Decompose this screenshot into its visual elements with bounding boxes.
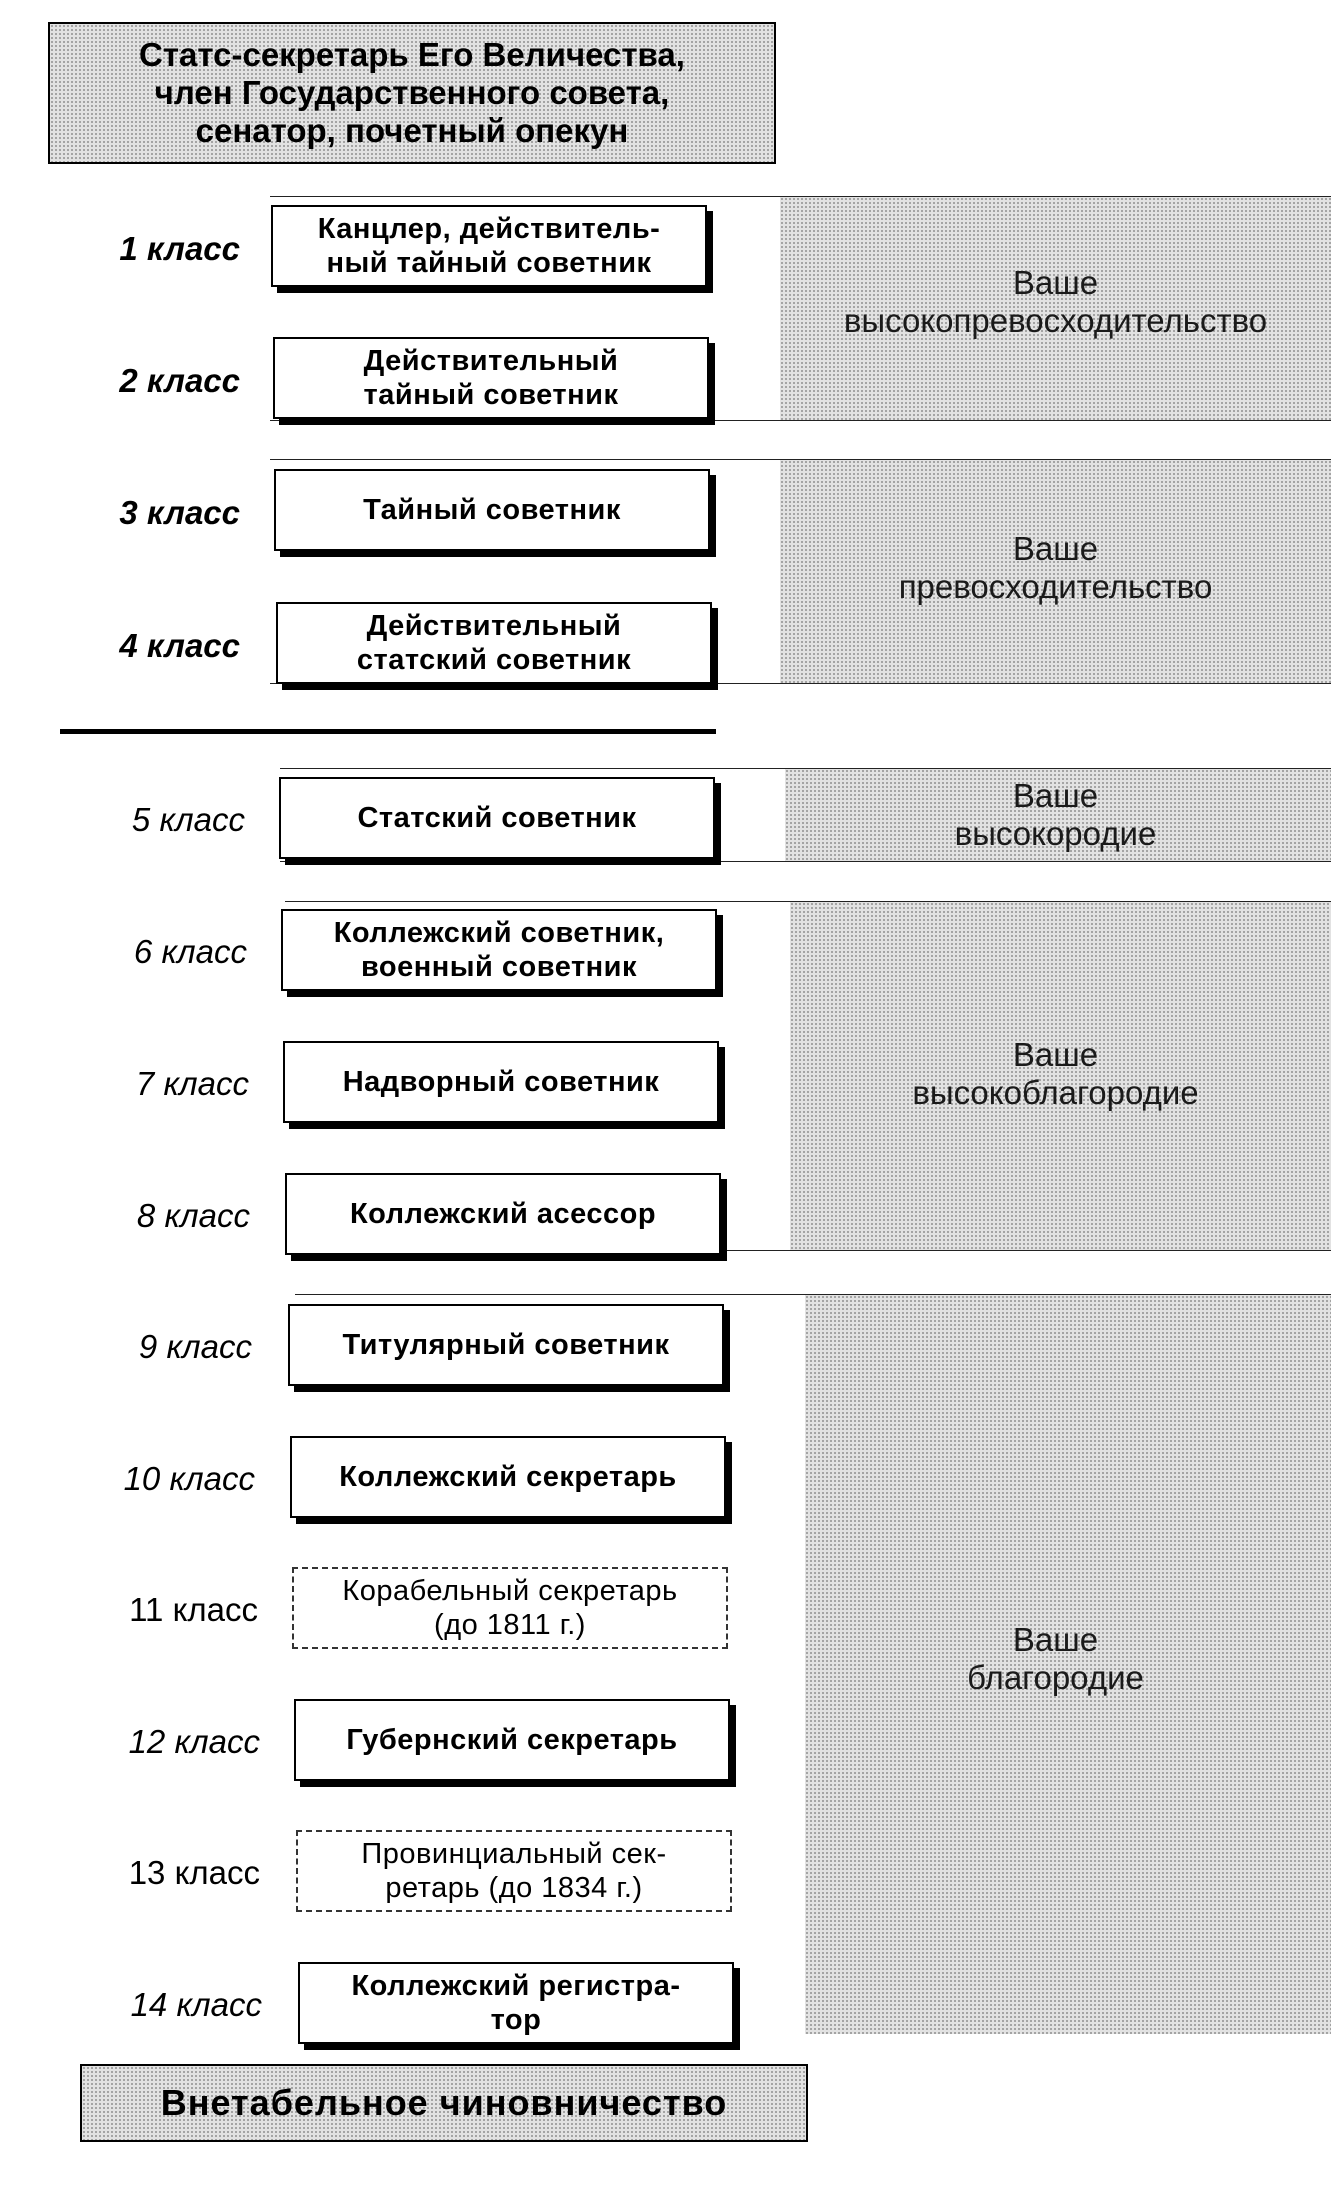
class-label: 7 класс	[135, 1065, 249, 1102]
rank-line: Действительный	[366, 610, 622, 642]
rank-box	[274, 469, 710, 551]
address-line: высокоблагородие	[912, 1074, 1199, 1111]
address-group-5	[780, 1621, 1331, 1697]
header-line: сенатор, почетный опекун	[195, 112, 629, 149]
rank-line: Корабельный секретарь	[342, 1575, 678, 1607]
address-line: Ваше	[1012, 1036, 1099, 1073]
address-line: Ваше	[1012, 777, 1099, 814]
class-label: 8 класс	[136, 1197, 250, 1234]
rank-box	[290, 1436, 726, 1518]
address-line: Ваше	[1012, 1621, 1099, 1658]
address-line: Ваше	[1012, 530, 1099, 567]
rank-line: Коллежский регистра-	[351, 1970, 681, 2002]
header-line: член Государственного совета,	[154, 74, 670, 111]
footer-label: Внетабельное чиновничество	[160, 2082, 728, 2123]
class-label: 6 класс	[133, 933, 247, 970]
rank-line: Действительный	[363, 345, 619, 377]
rank-line: Губернский секретарь	[346, 1724, 678, 1756]
class-label: 5 класс	[131, 801, 245, 838]
rank-line: Коллежский секретарь	[339, 1461, 677, 1493]
rank-box	[283, 1041, 719, 1123]
rank-line: Тайный советник	[363, 494, 621, 526]
rank-box	[279, 777, 715, 859]
address-line: высокородие	[954, 815, 1157, 852]
section-divider	[60, 729, 716, 734]
header-box	[48, 22, 776, 164]
class-label: 3 класс	[119, 494, 240, 531]
rank-box	[273, 337, 709, 419]
rank-line: Титулярный советник	[342, 1329, 670, 1361]
rank-line: ный тайный советник	[326, 247, 652, 279]
rank-line: Надворный советник	[342, 1066, 660, 1098]
class-label: 10 класс	[123, 1460, 255, 1497]
rank-line: Коллежский советник,	[333, 917, 665, 949]
rank-line: Коллежский асессор	[349, 1198, 657, 1230]
rank-box	[285, 1173, 721, 1255]
rank-box	[288, 1304, 724, 1386]
header-line: Статс-секретарь Его Величества,	[139, 36, 685, 73]
rank-box	[294, 1699, 730, 1781]
rank-line: ретарь (до 1834 г.)	[385, 1872, 643, 1904]
rank-box	[298, 1962, 734, 2044]
address-group-3	[780, 777, 1331, 853]
class-label: 1 класс	[119, 230, 240, 267]
class-label: 9 класс	[138, 1328, 252, 1365]
rank-line: Провинциальный сек-	[361, 1838, 667, 1870]
rank-box	[281, 909, 717, 991]
rank-line: статский советник	[356, 644, 632, 676]
class-label: 2 класс	[119, 362, 240, 399]
address-line: высокопревосходительство	[843, 302, 1268, 339]
class-label: 4 класс	[119, 627, 240, 664]
class-label: 13 класс	[128, 1854, 260, 1891]
class-label: 14 класс	[130, 1986, 262, 2023]
address-group-2	[780, 530, 1331, 606]
rank-line: тор	[490, 2004, 542, 2036]
class-label: 11 класс	[129, 1591, 258, 1628]
rank-box-historical	[292, 1567, 728, 1649]
address-line: превосходительство	[898, 568, 1213, 605]
rank-line: военный советник	[360, 951, 638, 983]
rank-line: (до 1811 г.)	[434, 1609, 586, 1641]
rank-box-historical	[296, 1830, 732, 1912]
rank-line: Канцлер, действитель-	[317, 213, 661, 245]
class-label: 12 класс	[128, 1723, 260, 1760]
rank-box	[276, 602, 712, 684]
rank-box	[271, 205, 707, 287]
address-group-4	[780, 1036, 1331, 1112]
rank-line: Статский советник	[357, 802, 637, 834]
footer-box	[80, 2064, 808, 2142]
address-line: Ваше	[1012, 264, 1099, 301]
address-line: благородие	[967, 1659, 1144, 1696]
address-group-1	[780, 264, 1331, 340]
rank-line: тайный советник	[363, 379, 619, 411]
